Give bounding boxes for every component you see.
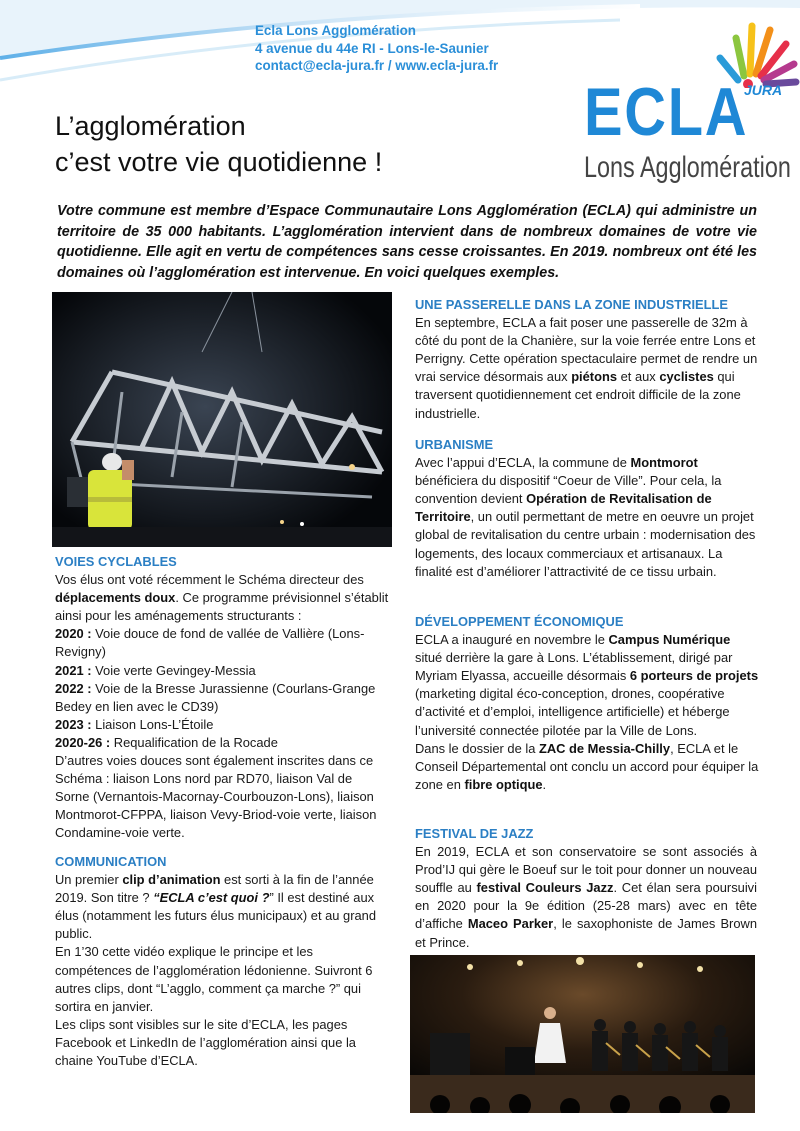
urbanisme-text: Avec l’appui d’ECLA, la commune de [415,455,631,471]
page-title-line1: L’agglomération [55,111,246,141]
passerelle-text: En septembre, ECLA a fait poser une passerelle de 32m à côté du pont de la Chanière, sur la voie ferrée entre Lons et Perrigny. Cette opération spectaculaire permet de rendre un vrai service désormais aux [415,315,758,385]
urbanisme-paragraph [415,454,760,581]
section-urbanisme [415,436,760,581]
voies-item-text: Voie de la Bresse Jurassienne (Courlans-Grange Bedey en lien avec le CD39) [55,680,376,714]
voies-year: 2021 : [55,662,92,678]
voies-list [55,625,390,752]
voies-list-item [55,662,390,680]
contact-address: 4 avenue du 44e RI - Lons-le-Saunier [255,40,489,56]
communication-paragraph-3: Les clips sont visibles sur le site d’ECLA, les pages Facebook et LinkedIn de l’agglomération ainsi que la chaine YouTube d’ECLA. [55,1016,356,1069]
developpement-emphasis: fibre optique [464,776,543,792]
urbanisme-emphasis: Montmorot [630,455,698,471]
passerelle-text: qui traversent quotidiennement cet endroit difficile de la zone industrielle. [415,369,741,421]
communication-paragraph-1 [55,871,390,943]
contact-email-web[interactable]: contact@ecla-jura.fr / www.ecla-jura.fr [255,58,499,73]
voies-text: . Ce programme prévisionnel s’établit ainsi pour les aménagements structurants : [55,590,389,624]
page-title-line2: c’est votre vie quotidienne ! [55,147,383,177]
developpement-text: situé derrière la gare à Lons. L’établissement, dirigé par Myriam Elyassa, accueille désormais [415,650,733,684]
voies-year: 2020 : [55,626,92,642]
communication-emphasis: clip d’animation [122,872,221,888]
jazz-paragraph [415,843,757,952]
voies-text: Vos élus ont voté récemment le Schéma directeur des [55,572,364,588]
logo-ecla-text: ECLA [584,74,749,150]
page-title [55,108,382,180]
developpement-emphasis: Campus Numérique [608,632,731,648]
voies-list-item [55,625,390,661]
jazz-text: , le saxophoniste de James Brown et Prince. [415,916,757,950]
developpement-text: Dans le dossier de la [415,740,539,756]
intro-paragraph: Votre commune est membre d’Espace Communautaire Lons Agglomération (ECLA) qui administre un territoire de 35 000 habitants. L’agglomération intervient dans de nombreux domaines de votre vie quotidienne. Elle agit en vertu de compétences sans cesse croissantes. En 2019. nombreux ont été les domaines où l’agglomération est intervenue. En voici quelques exemples. [57,203,757,281]
ecla-logo [578,8,800,190]
jazz-concert-photo [410,955,755,1113]
voies-item-text: Requalification de la Rocade [110,734,278,750]
section-title-communication: COMMUNICATION [55,854,167,869]
contact-name: Ecla Lons Agglomération [255,23,416,38]
developpement-text: , ECLA et le Conseil Départemental ont conclu un accord pour équiper la zone en [415,740,759,792]
jazz-emphasis: Maceo Parker [467,916,554,932]
urbanisme-text: bénéficiera du dispositif “Coeur de Ville”. Pour cela, la convention devient [415,473,722,507]
passerelle-emphasis: cyclistes [659,369,714,385]
voies-list-item [55,716,390,734]
voies-paragraph-1 [55,571,390,625]
section-festival-jazz [415,825,757,952]
section-title-passerelle: UNE PASSERELLE DANS LA ZONE INDUSTRIELLE [415,297,728,312]
voies-year: 2020-26 : [55,734,111,750]
voies-emphasis: déplacements doux [55,590,176,606]
passerelle-paragraph [415,314,760,423]
voies-list-item [55,734,390,752]
bridge-installation-photo [52,292,392,547]
section-title-urbanisme: URBANISME [415,437,494,452]
section-passerelle [415,296,760,423]
section-voies-cyclables [55,553,390,843]
communication-text: ” Il est destiné aux élus (notamment les futurs élus municipaux) et au grand public. [55,890,376,942]
developpement-paragraph-2 [415,740,760,794]
developpement-text: . [542,776,547,792]
logo-jura-text: JURA [744,82,783,98]
communication-clip-title: “ECLA c’est quoi ? [153,890,270,906]
communication-text: Un premier [55,872,123,888]
jazz-text: En 2019, ECLA et son conservatoire se sont associés à Prod’IJ qui gère le Boeuf sur le toit pour donner un nouveau souffle au [415,844,757,896]
voies-paragraph-2: D’autres voies douces sont également inscrites dans ce Schéma : liaison Lons nord par RD70, liaison Val de Sorne (Vernantois-Macornay-Courbouzon-Lons), liaison Montmorot-CFPPA, liaison Vevy-Briod-voie verte, liaison Condamine-voie verte. [55,753,377,841]
passerelle-text: et aux [617,369,660,385]
section-title-jazz: FESTIVAL DE JAZZ [415,826,534,841]
section-developpement-economique [415,613,760,794]
section-title-developpement: DÉVELOPPEMENT ÉCONOMIQUE [415,614,624,629]
jazz-emphasis: festival Couleurs Jazz [476,880,614,896]
section-title-voies: VOIES CYCLABLES [55,554,177,569]
communication-text: est sorti à la fin de l’année 2019. Son titre ? [55,872,374,906]
developpement-emphasis: 6 porteurs de projets [629,668,759,684]
voies-year: 2022 : [55,680,92,696]
developpement-emphasis: ZAC de Messia-Chilly [538,740,671,756]
logo-subtitle: Lons Agglomération [584,151,791,184]
developpement-text: ECLA a inauguré en novembre le [415,632,609,648]
urbanisme-text: , un outil permettant de metre en oeuvre un projet global de revitalisation du centre urbain : modernisation des logements, des locaux commerciaux et artisanaux. La finalité est d’améliorer l’attractivité de ce tissu urbain. [415,509,756,579]
voies-list-item [55,680,390,716]
voies-item-text: Voie verte Gevingey-Messia [91,662,256,678]
developpement-text: (marketing digital éco-conception, drones, coopérative d’activité et d’emploi, intelligence artificielle) et héberge l’université connectée pilotée par la Ville de Lons. [415,686,730,738]
contact-block [255,22,498,75]
urbanisme-emphasis: Opération de Revitalisation de Territoire [415,491,712,525]
developpement-paragraph-1 [415,631,760,740]
voies-item-text: Voie douce de fond de vallée de Vallière (Lons-Revigny) [55,626,365,660]
voies-year: 2023 : [55,716,92,732]
communication-paragraph-2: En 1’30 cette vidéo explique le principe et les compétences de l’agglomération lédonienne. Suivront 6 autres clips, dont “L’agglo, comment ça marche ?” qui sortira en janvier. [55,944,373,1014]
passerelle-emphasis: piétons [571,369,618,385]
voies-item-text: Liaison Lons-L’Étoile [91,716,214,732]
section-communication [55,853,390,1070]
jazz-text: . Cet élan sera poursuivi en 2020 pour la 9e édition (25-28 mars) avec en tête d’affiche [415,880,757,932]
